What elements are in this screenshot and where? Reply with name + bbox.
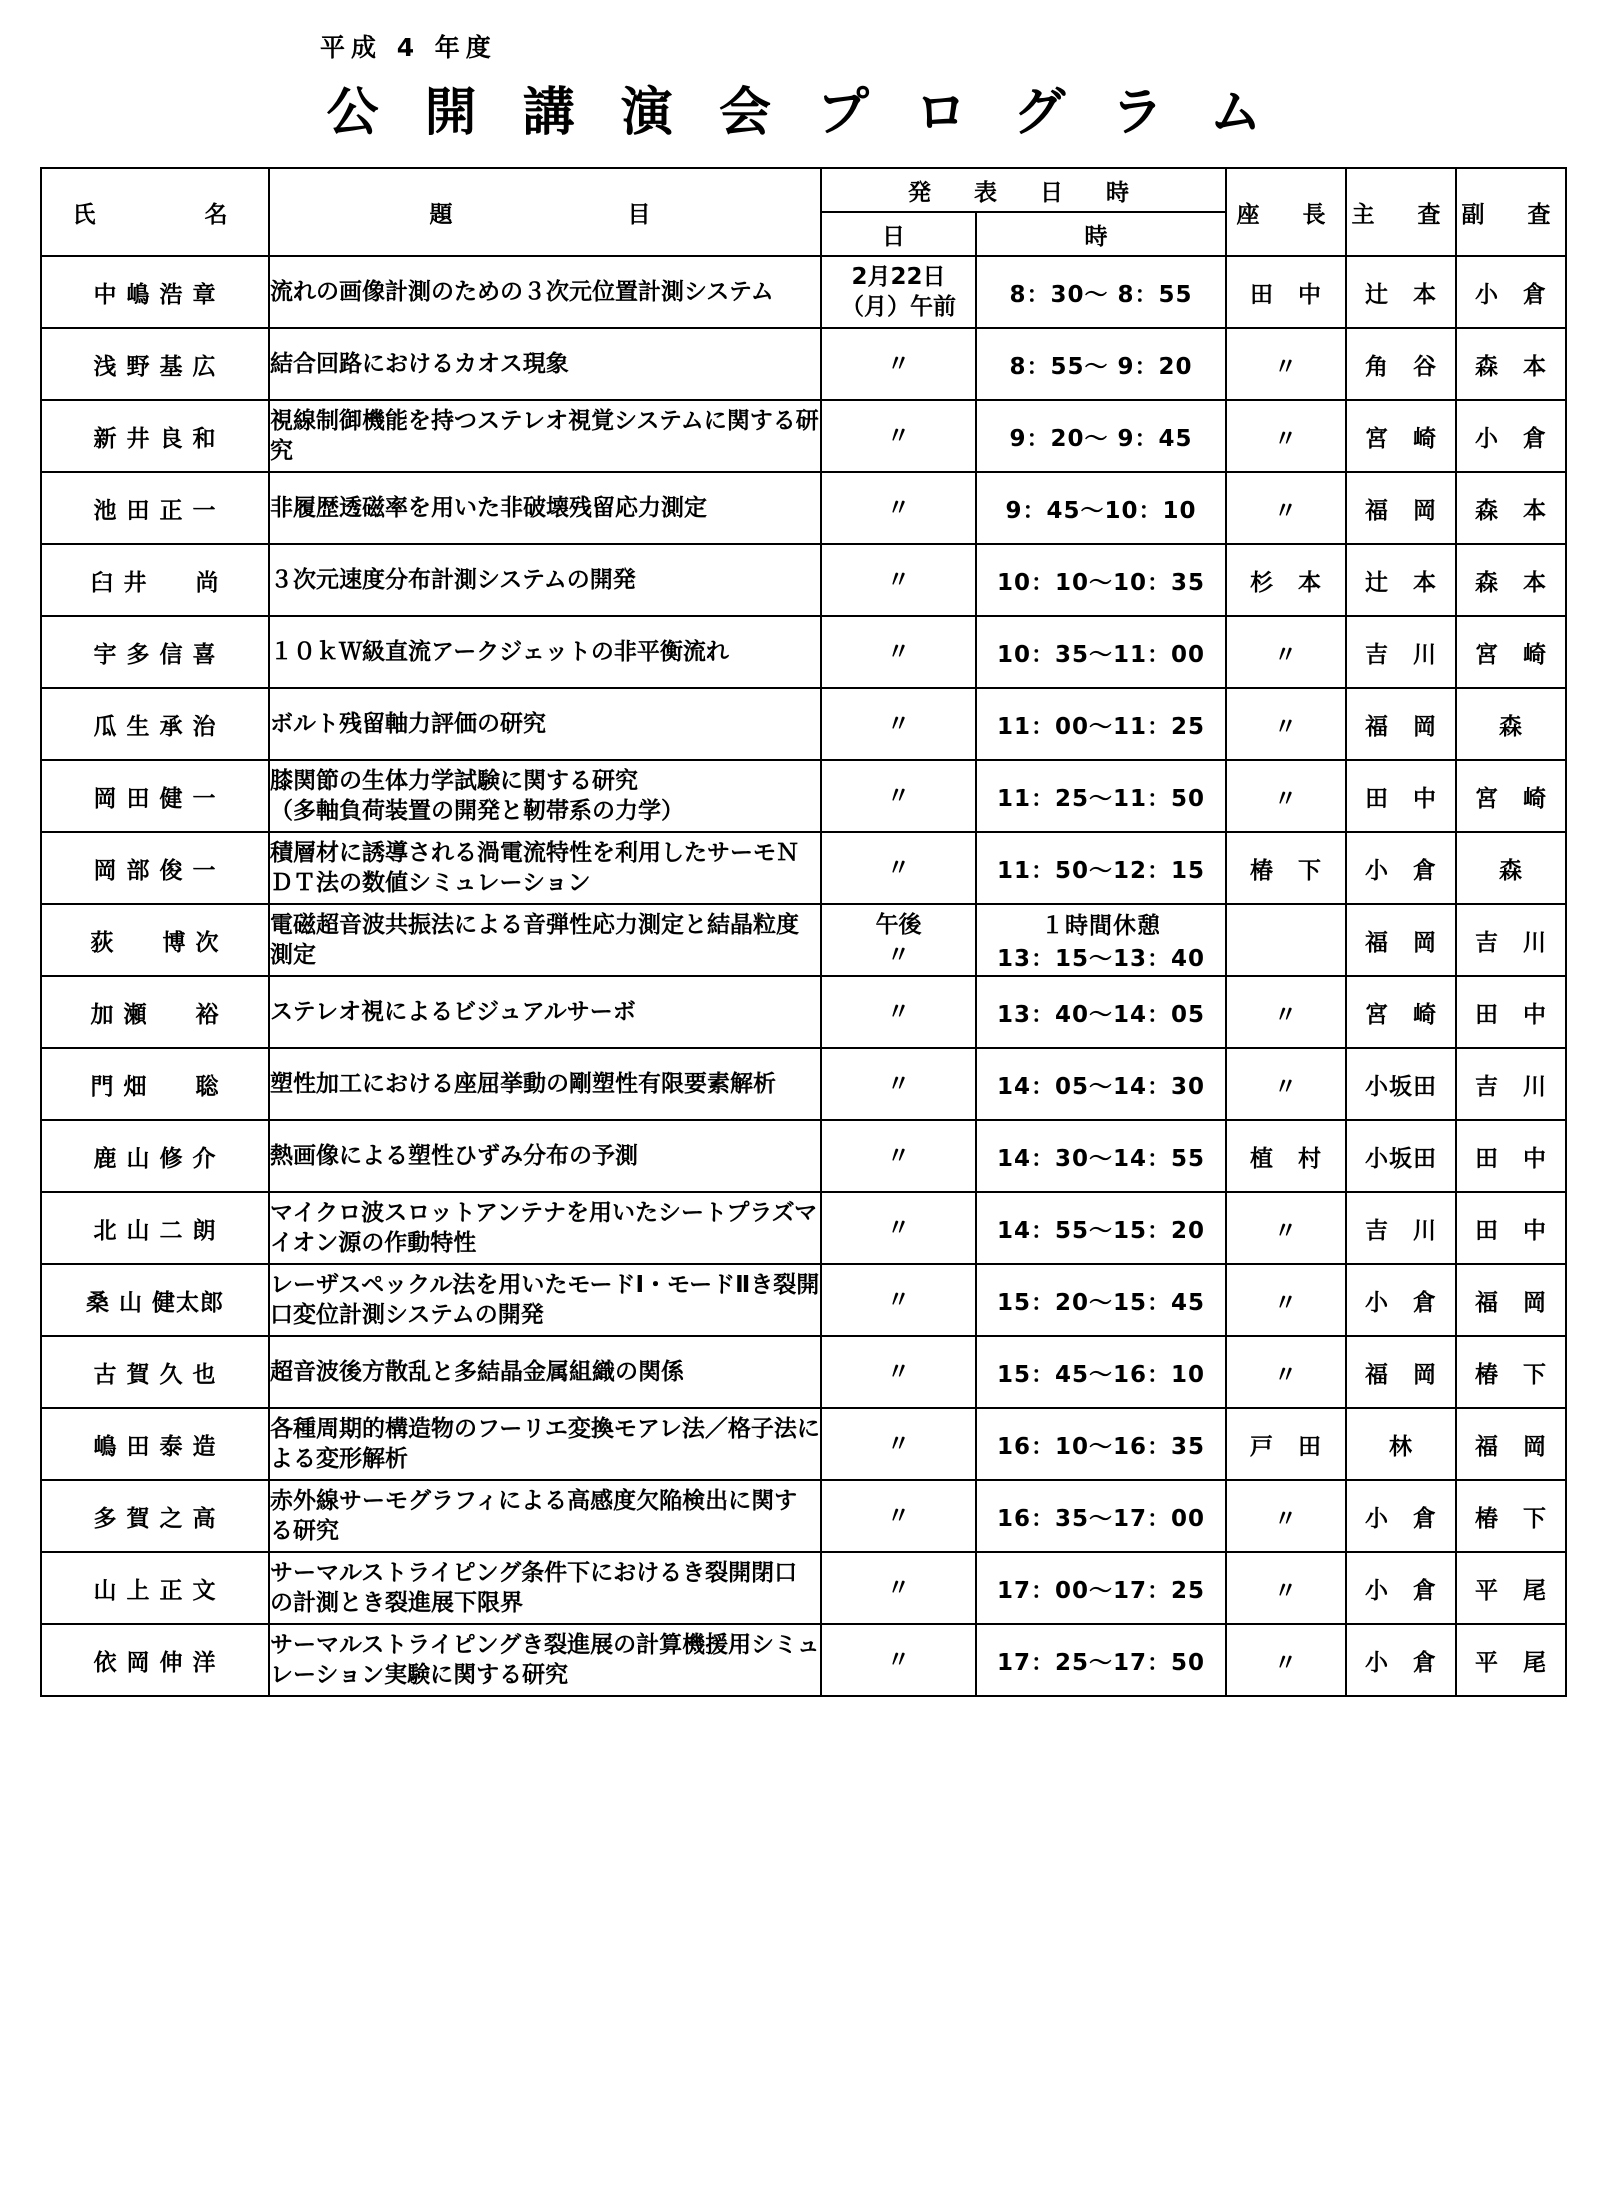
cell-chair: 〃 [1226,760,1346,832]
cell-title: 結合回路におけるカオス現象 [269,328,821,400]
table-row [41,904,1566,976]
table-row [41,760,1566,832]
cell-supervisor: 小坂田 [1346,1048,1456,1120]
header-subject: 題 目 [269,168,821,256]
cell-supervisor: 小 倉 [1346,1264,1456,1336]
cell-reviewer: 平 尾 [1456,1552,1566,1624]
cell-chair [1226,904,1346,976]
cell-reviewer: 森 [1456,832,1566,904]
cell-reviewer: 田 中 [1456,1120,1566,1192]
cell-name: 門 畑 聡 [41,1048,269,1120]
cell-supervisor: 角 谷 [1346,328,1456,400]
cell-day: 〃 [821,544,976,616]
header-datetime: 発 表 日 時 [821,168,1226,212]
table-row [41,1264,1566,1336]
cell-title: 各種周期的構造物のフーリエ変換モアレ法／格子法による変形解析 [269,1408,821,1480]
cell-day: 〃 [821,328,976,400]
cell-title: 流れの画像計測のための３次元位置計測システム [269,256,821,328]
table-row [41,328,1566,400]
cell-title: 赤外線サーモグラフィによる高感度欠陥検出に関する研究 [269,1480,821,1552]
header-day: 日 [821,212,976,256]
cell-reviewer: 吉 川 [1456,1048,1566,1120]
cell-time: 9：45～10：10 [976,472,1226,544]
cell-supervisor: 辻 本 [1346,544,1456,616]
cell-chair: 〃 [1226,1336,1346,1408]
table-row [41,256,1566,328]
cell-reviewer: 小 倉 [1456,256,1566,328]
table-body [41,256,1566,1696]
cell-chair: 〃 [1226,1192,1346,1264]
cell-reviewer: 田 中 [1456,976,1566,1048]
cell-chair: 〃 [1226,1552,1346,1624]
cell-supervisor: 小 倉 [1346,1480,1456,1552]
cell-day: 〃 [821,1192,976,1264]
cell-name: 岡 田 健 一 [41,760,269,832]
cell-time: 10：35～11：00 [976,616,1226,688]
cell-reviewer: 田 中 [1456,1192,1566,1264]
cell-name: 多 賀 之 高 [41,1480,269,1552]
cell-reviewer: 森 本 [1456,328,1566,400]
cell-day: 〃 [821,760,976,832]
cell-chair: 〃 [1226,1048,1346,1120]
cell-name: 北 山 二 朗 [41,1192,269,1264]
cell-reviewer: 平 尾 [1456,1624,1566,1696]
table-row [41,976,1566,1048]
cell-chair: 田 中 [1226,256,1346,328]
cell-day: 〃 [821,688,976,760]
cell-supervisor: 吉 川 [1346,616,1456,688]
table-row [41,688,1566,760]
table-row [41,544,1566,616]
cell-time: 11：25～11：50 [976,760,1226,832]
cell-time: １時間休憩 13：15～13：40 [976,904,1226,976]
cell-name: 依 岡 伸 洋 [41,1624,269,1696]
cell-day: 〃 [821,400,976,472]
cell-day: 午後 〃 [821,904,976,976]
cell-reviewer: 吉 川 [1456,904,1566,976]
cell-name: 桑 山 健太郎 [41,1264,269,1336]
cell-supervisor: 小 倉 [1346,832,1456,904]
cell-time: 15：20～15：45 [976,1264,1226,1336]
table-row [41,1048,1566,1120]
table-row [41,400,1566,472]
cell-name: 浅 野 基 広 [41,328,269,400]
cell-supervisor: 吉 川 [1346,1192,1456,1264]
document-pretitle: 平成 4 年度 [320,33,497,62]
table-row [41,1624,1566,1696]
cell-time: 14：30～14：55 [976,1120,1226,1192]
cell-reviewer: 森 本 [1456,544,1566,616]
cell-day: 〃 [821,1480,976,1552]
cell-supervisor: 小坂田 [1346,1120,1456,1192]
cell-reviewer: 福 岡 [1456,1408,1566,1480]
cell-reviewer: 椿 下 [1456,1336,1566,1408]
cell-title: １０ｋＷ級直流アークジェットの非平衡流れ [269,616,821,688]
cell-supervisor: 小 倉 [1346,1624,1456,1696]
cell-reviewer: 宮 崎 [1456,760,1566,832]
header-chair: 座 長 [1226,168,1346,256]
cell-day: 〃 [821,1264,976,1336]
cell-supervisor: 福 岡 [1346,1336,1456,1408]
cell-chair: 〃 [1226,976,1346,1048]
cell-title: 塑性加工における座屈挙動の剛塑性有限要素解析 [269,1048,821,1120]
cell-name: 荻 博 次 [41,904,269,976]
cell-time: 17：25～17：50 [976,1624,1226,1696]
cell-title: サーマルストライピング条件下におけるき裂開閉口の計測とき裂進展下限界 [269,1552,821,1624]
cell-supervisor: 福 岡 [1346,472,1456,544]
cell-title: 膝関節の生体力学試験に関する研究 （多軸負荷装置の開発と靭帯系の力学） [269,760,821,832]
cell-day: 〃 [821,1120,976,1192]
program-table [40,167,1567,1697]
cell-supervisor: 宮 崎 [1346,976,1456,1048]
cell-chair: 植 村 [1226,1120,1346,1192]
header-supervisor: 主 査 [1346,168,1456,256]
table-header [41,168,1566,256]
cell-time: 11：00～11：25 [976,688,1226,760]
cell-reviewer: 小 倉 [1456,400,1566,472]
cell-time: 14：55～15：20 [976,1192,1226,1264]
cell-name: 嶋 田 泰 造 [41,1408,269,1480]
table-row [41,1336,1566,1408]
cell-time: 8：55～ 9：20 [976,328,1226,400]
cell-time: 13：40～14：05 [976,976,1226,1048]
table-row [41,1552,1566,1624]
header-name: 氏 名 [41,168,269,256]
table-row [41,1480,1566,1552]
cell-title: サーマルストライピングき裂進展の計算機援用シミュレーション実験に関する研究 [269,1624,821,1696]
cell-chair: 〃 [1226,1264,1346,1336]
cell-time: 11：50～12：15 [976,832,1226,904]
header-time: 時 [976,212,1226,256]
cell-name: 瓜 生 承 治 [41,688,269,760]
table-row [41,1192,1566,1264]
cell-day: 〃 [821,1336,976,1408]
cell-time: 8：30～ 8：55 [976,256,1226,328]
cell-title: マイクロ波スロットアンテナを用いたシートプラズマイオン源の作動特性 [269,1192,821,1264]
cell-reviewer: 椿 下 [1456,1480,1566,1552]
cell-chair: 椿 下 [1226,832,1346,904]
cell-day: 〃 [821,1048,976,1120]
cell-title: 電磁超音波共振法による音弾性応力測定と結晶粒度測定 [269,904,821,976]
cell-supervisor: 福 岡 [1346,904,1456,976]
table-row [41,1408,1566,1480]
cell-name: 鹿 山 修 介 [41,1120,269,1192]
cell-day: 2月22日 （月）午前 [821,256,976,328]
cell-chair: 〃 [1226,688,1346,760]
header-reviewer: 副 査 [1456,168,1566,256]
cell-title: 超音波後方散乱と多結晶金属組織の関係 [269,1336,821,1408]
cell-chair: 〃 [1226,472,1346,544]
cell-day: 〃 [821,1408,976,1480]
cell-supervisor: 宮 崎 [1346,400,1456,472]
cell-name: 池 田 正 一 [41,472,269,544]
cell-title: ボルト残留軸力評価の研究 [269,688,821,760]
cell-chair: 〃 [1226,328,1346,400]
table-row [41,1120,1566,1192]
cell-name: 古 賀 久 也 [41,1336,269,1408]
cell-name: 岡 部 俊 一 [41,832,269,904]
cell-name: 山 上 正 文 [41,1552,269,1624]
cell-name: 加 瀬 裕 [41,976,269,1048]
cell-day: 〃 [821,832,976,904]
cell-title: 熱画像による塑性ひずみ分布の予測 [269,1120,821,1192]
cell-day: 〃 [821,472,976,544]
cell-time: 15：45～16：10 [976,1336,1226,1408]
cell-chair: 〃 [1226,616,1346,688]
cell-name: 新 井 良 和 [41,400,269,472]
cell-reviewer: 宮 崎 [1456,616,1566,688]
cell-reviewer: 森 本 [1456,472,1566,544]
cell-name: 宇 多 信 喜 [41,616,269,688]
cell-time: 14：05～14：30 [976,1048,1226,1120]
table-row [41,832,1566,904]
cell-chair: 〃 [1226,1624,1346,1696]
cell-title: レーザスペックル法を用いたモードⅠ・モードⅡき裂開口変位計測システムの開発 [269,1264,821,1336]
cell-title: 視線制御機能を持つステレオ視覚システムに関する研究 [269,400,821,472]
cell-name: 臼 井 尚 [41,544,269,616]
cell-day: 〃 [821,1552,976,1624]
cell-time: 9：20～ 9：45 [976,400,1226,472]
cell-reviewer: 福 岡 [1456,1264,1566,1336]
page-title: 公 開 講 演 会 プ ロ グ ラ ム [326,83,1276,143]
cell-supervisor: 林 [1346,1408,1456,1480]
cell-name: 中 嶋 浩 章 [41,256,269,328]
table-row [41,616,1566,688]
cell-title: ステレオ視によるビジュアルサーボ [269,976,821,1048]
cell-reviewer: 森 [1456,688,1566,760]
cell-time: 16：10～16：35 [976,1408,1226,1480]
cell-time: 17：00～17：25 [976,1552,1226,1624]
cell-day: 〃 [821,1624,976,1696]
cell-supervisor: 田 中 [1346,760,1456,832]
cell-chair: 〃 [1226,400,1346,472]
cell-time: 10：10～10：35 [976,544,1226,616]
cell-supervisor: 福 岡 [1346,688,1456,760]
cell-time: 16：35～17：00 [976,1480,1226,1552]
cell-chair: 〃 [1226,1480,1346,1552]
cell-supervisor: 小 倉 [1346,1552,1456,1624]
table-row [41,472,1566,544]
cell-title: 積層材に誘導される渦電流特性を利用したサーモＮＤＴ法の数値シミュレーション [269,832,821,904]
cell-supervisor: 辻 本 [1346,256,1456,328]
cell-title: ３次元速度分布計測システムの開発 [269,544,821,616]
cell-chair: 杉 本 [1226,544,1346,616]
cell-chair: 戸 田 [1226,1408,1346,1480]
cell-day: 〃 [821,976,976,1048]
cell-day: 〃 [821,616,976,688]
cell-title: 非履歴透磁率を用いた非破壊残留応力測定 [269,472,821,544]
